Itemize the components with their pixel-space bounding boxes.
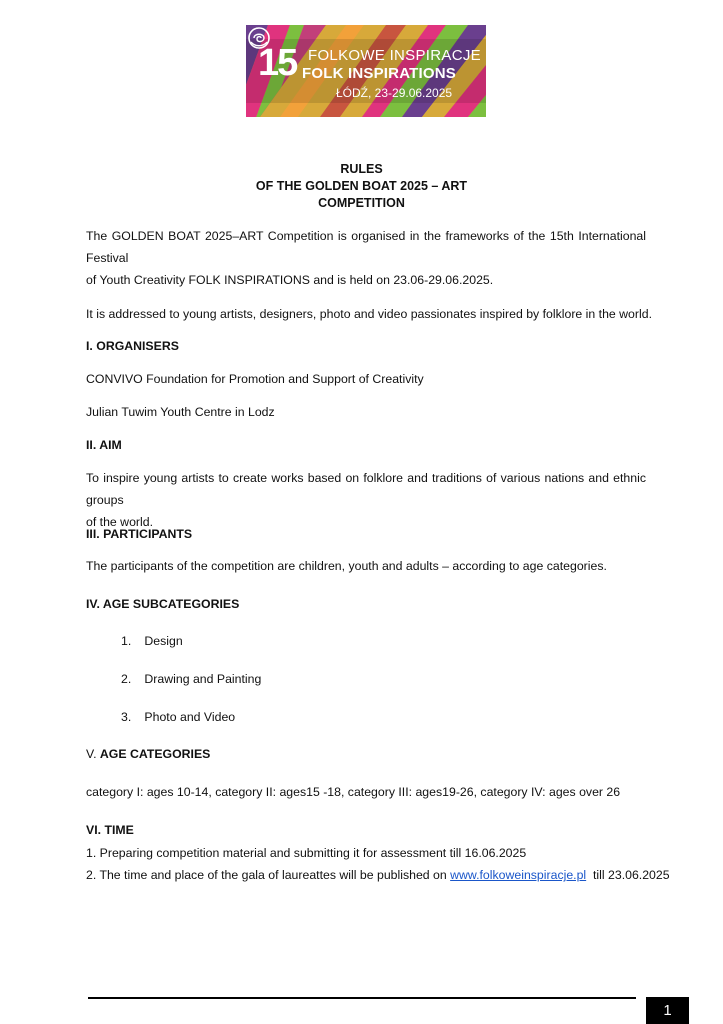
subcategory-label: Drawing and Painting: [144, 672, 262, 686]
footer-divider: [88, 997, 636, 999]
aim-line-2: of the world.: [86, 515, 153, 529]
subcategory-number: 2.: [121, 672, 132, 686]
intro-line-2: of Youth Creativity FOLK INSPIRATIONS and is held on 23.06-29.06.2025.: [86, 273, 494, 287]
subcategory-number: 1.: [121, 634, 132, 648]
subcategories-heading: IV. AGE SUBCATEGORIES: [86, 597, 240, 611]
organisers-heading: I. ORGANISERS: [86, 339, 179, 353]
banner-title-polish: FOLKOWE INSPIRACJE: [308, 47, 481, 64]
categories-text: category I: ages 10-14, category II: ages15 -18, category III: ages19-26, category IV: ages over 26: [86, 785, 621, 799]
intro-address-paragraph: It is addressed to young artists, designers, photo and video passionates inspired by folklore in the world.: [86, 307, 652, 321]
aim-line-1: To inspire young artists to create works based on folklore and traditions of various nations and ethnic groups: [86, 471, 646, 507]
organiser-item-convivo: CONVIVO Foundation for Promotion and Support of Creativity: [86, 372, 424, 386]
subcategory-label: Photo and Video: [144, 710, 236, 724]
categories-heading-text: AGE CATEGORIES: [99, 747, 211, 761]
page-number: 1: [646, 997, 689, 1024]
subcategory-label: Design: [144, 634, 183, 648]
document-title-line-3: COMPETITION: [318, 196, 405, 210]
participants-heading: III. PARTICIPANTS: [86, 527, 193, 541]
time-item-2-text: 2. The time and place of the gala of laureattes will be published on: [86, 868, 451, 882]
banner-edition-number: 15: [258, 42, 297, 84]
document-title-line-1: RULES: [340, 162, 383, 176]
rose-logo-icon: [246, 25, 272, 51]
subcategory-number: 3.: [121, 710, 132, 724]
subcategory-item: [121, 707, 235, 727]
subcategory-item: [121, 669, 261, 689]
organiser-item-youth-centre: Julian Tuwim Youth Centre in Lodz: [86, 405, 275, 419]
festival-banner: [246, 25, 486, 117]
subcategory-item: [121, 631, 183, 651]
intro-paragraph: [86, 225, 646, 291]
banner-place-date: ŁÓDŹ, 23-29.06.2025: [336, 86, 453, 100]
time-heading: VI. TIME: [86, 823, 134, 837]
document-title-line-2: OF THE GOLDEN BOAT 2025 – ART: [255, 179, 468, 193]
festival-website-link[interactable]: www.folkoweinspiracje.pl: [450, 868, 587, 882]
aim-heading: II. AIM: [86, 438, 122, 452]
participants-text: The participants of the competition are children, youth and adults – according to age categories.: [86, 559, 607, 573]
time-item-2-date: till 23.06.2025: [586, 868, 670, 882]
intro-line-1: The GOLDEN BOAT 2025–ART Competition is organised in the frameworks of the 15th International Festival: [86, 229, 646, 265]
banner-title-english: FOLK INSPIRATIONS: [302, 65, 456, 82]
categories-heading-prefix: V.: [86, 747, 100, 761]
time-item-2: [86, 865, 670, 885]
time-item-1: 1. Preparing competition material and submitting it for assessment till 16.06.2025: [86, 846, 527, 860]
categories-heading: [86, 744, 210, 764]
